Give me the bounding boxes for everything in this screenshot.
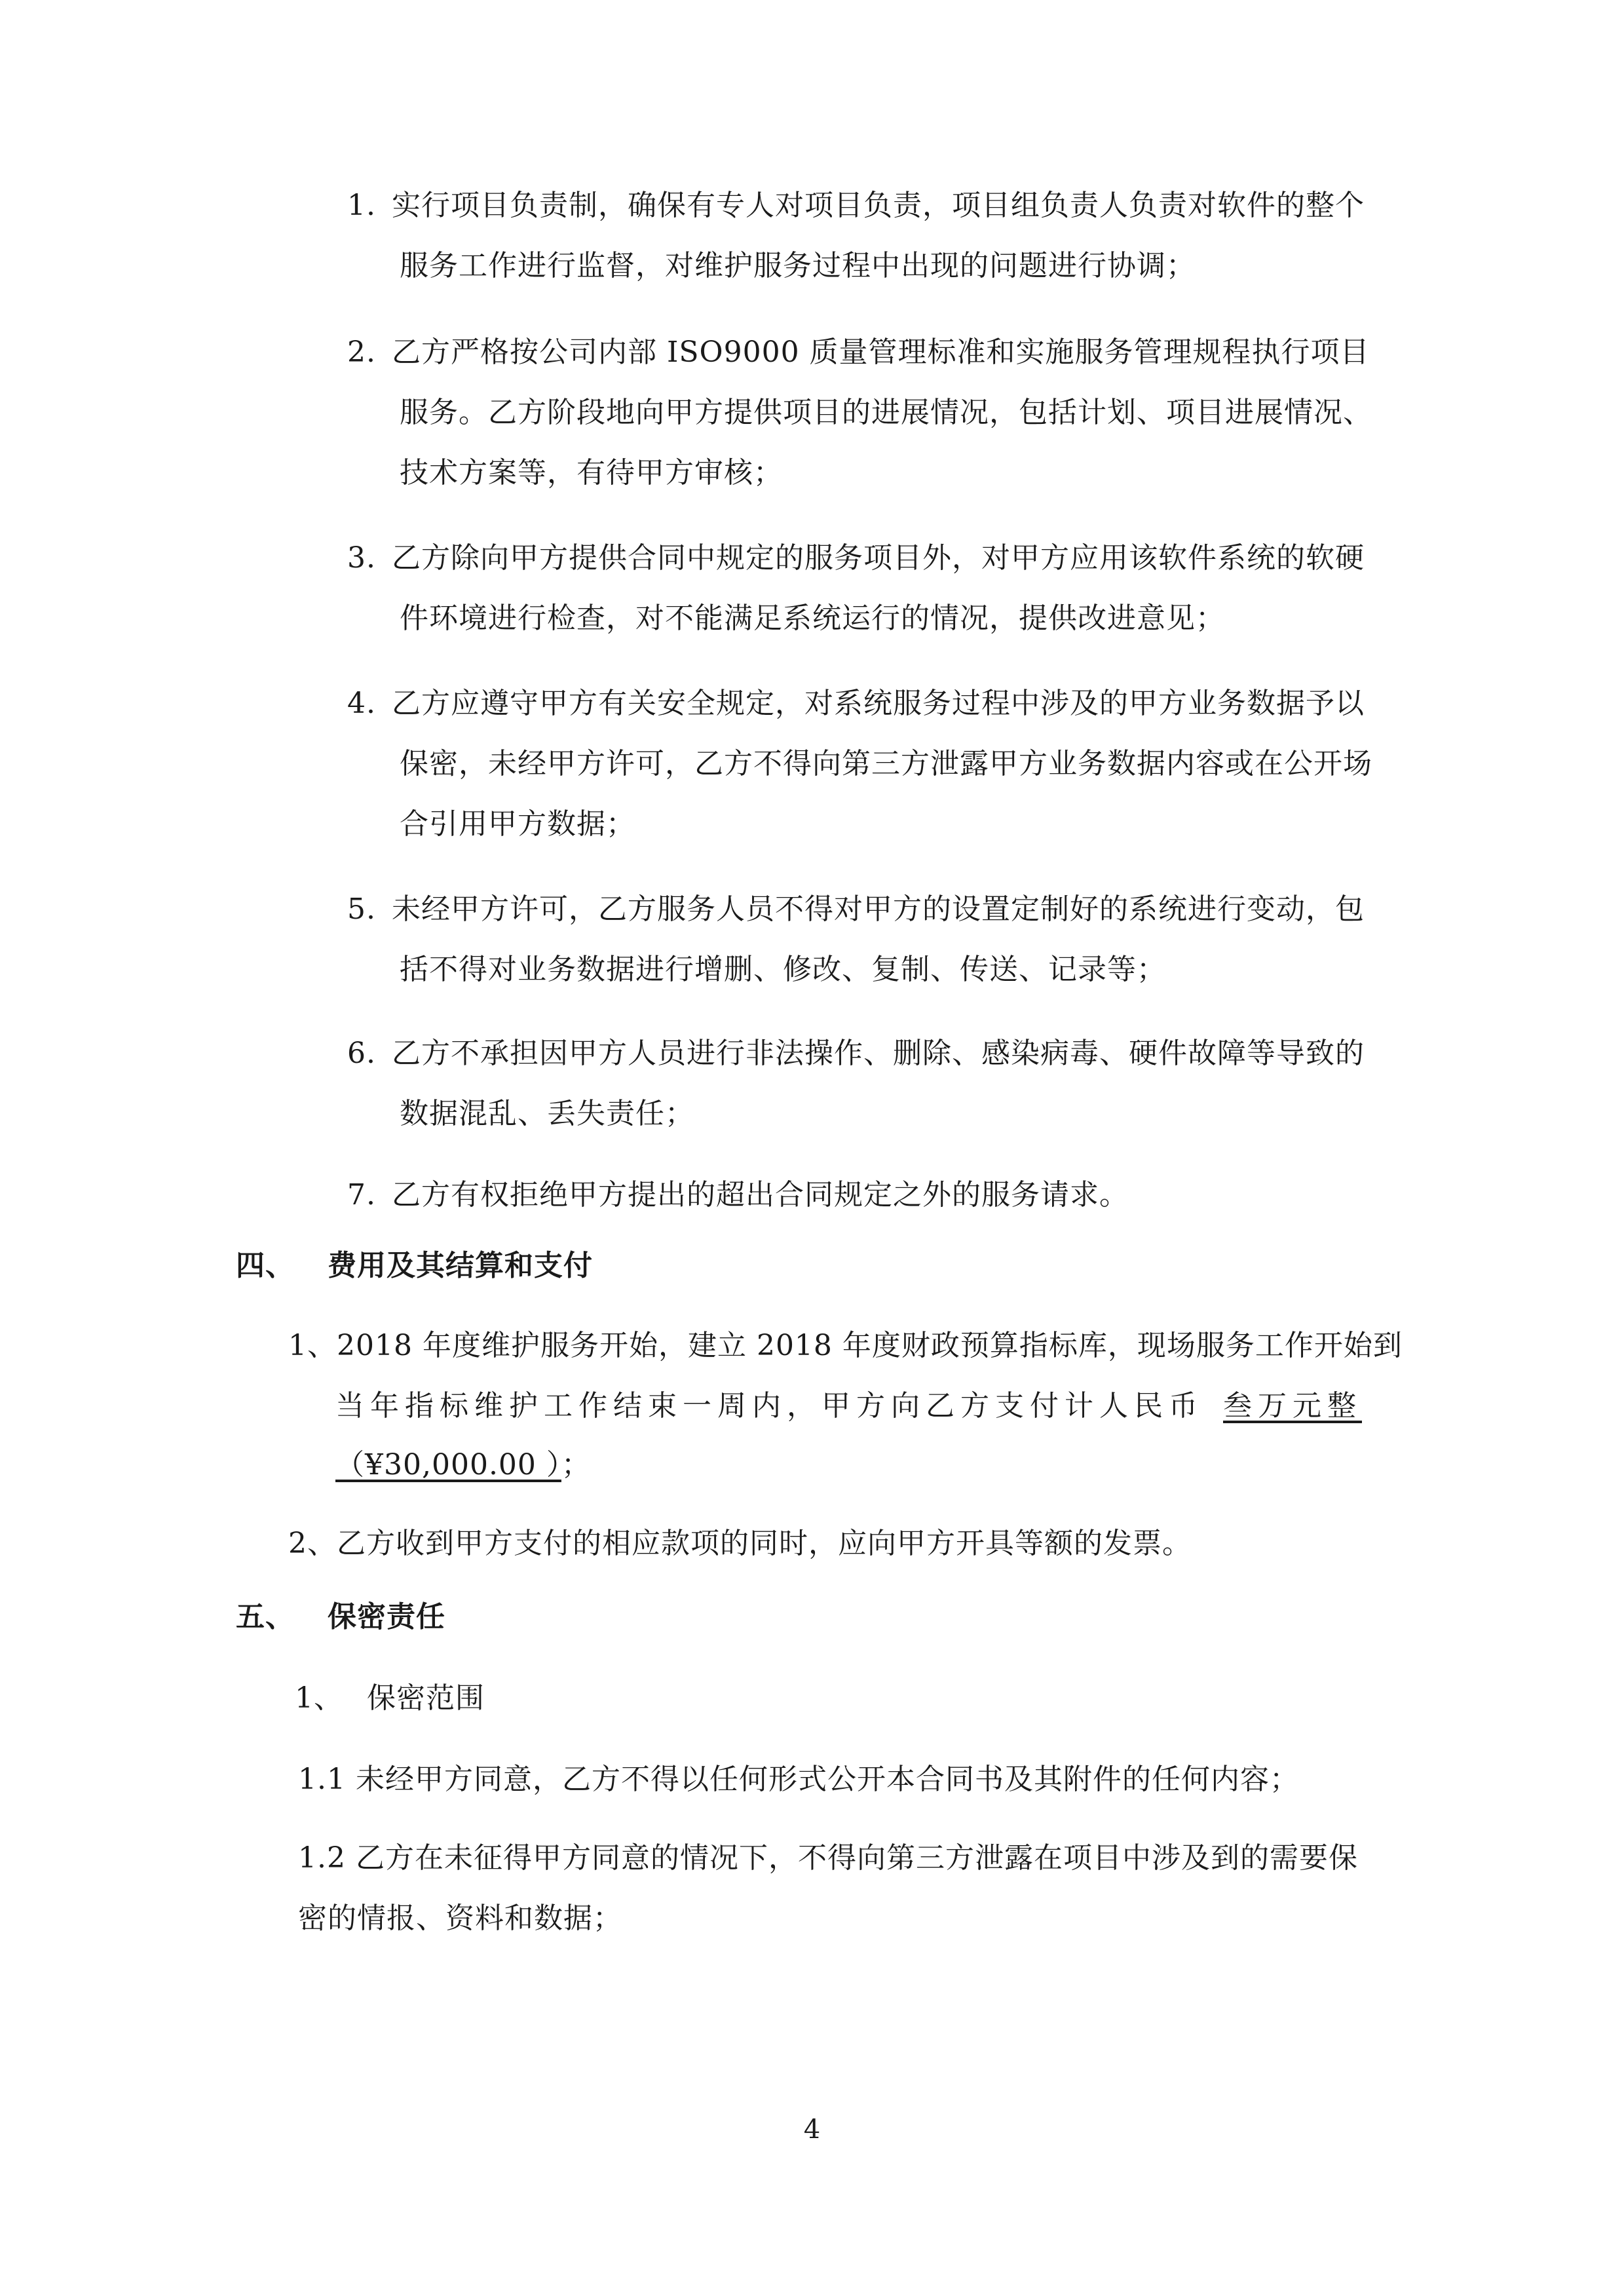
item-5-line-1	[347, 892, 1365, 927]
section-4-item-1-line-1	[288, 1329, 1403, 1363]
item-number: 4.	[347, 687, 376, 720]
item-1-line-2: 服务工作进行监督，对维护服务过程中出现的问题进行协调；	[400, 249, 1196, 282]
item-2-line-2: 服务。乙方阶段地向甲方提供项目的进展情况，包括计划、项目进展情况、	[400, 396, 1372, 429]
item-text: 乙方有权拒绝甲方提出的超出合同规定之外的服务请求。	[392, 1178, 1129, 1212]
section-number: 五、	[236, 1600, 295, 1634]
item-2-line-3: 技术方案等，有待甲方审核；	[400, 456, 783, 489]
section-5-heading	[236, 1600, 445, 1634]
item-number: 5.	[347, 892, 376, 926]
sub-title: 保密范围	[367, 1681, 485, 1715]
item-text: 实行项目负责制，确保有专人对项目负责，项目组负责人负责对软件的整个	[392, 189, 1365, 222]
item-text: 2018 年度维护服务开始，建立 2018 年度财政预算指标库，现场服务工作开始到	[337, 1329, 1403, 1362]
page-number: 4	[803, 2114, 821, 2145]
section-title: 费用及其结算和支付	[328, 1249, 593, 1282]
item-1-line-1	[347, 189, 1365, 223]
item-number: 3.	[347, 541, 376, 575]
item-text: 当年指标维护工作结束一周内，甲方向乙方支付计人民币	[335, 1389, 1203, 1423]
section-title: 保密责任	[328, 1600, 445, 1634]
item-text: 乙方除向甲方提供合同中规定的服务项目外，对甲方应用该软件系统的软硬	[392, 541, 1365, 575]
section-4-item-2	[288, 1527, 1192, 1561]
section-4-item-1-line-2	[335, 1389, 1362, 1423]
item-number: 1.	[347, 189, 376, 222]
amount-in-words: 叁万元整	[1223, 1389, 1362, 1423]
item-4-line-2: 保密，未经甲方许可，乙方不得向第三方泄露甲方业务数据内容或在公开场	[400, 747, 1372, 780]
item-number: 1、	[288, 1329, 337, 1362]
item-3-line-2: 件环境进行检查，对不能满足系统运行的情况，提供改进意见；	[400, 602, 1225, 635]
item-text: 乙方不承担因甲方人员进行非法操作、删除、感染病毒、硬件故障等导致的	[392, 1037, 1365, 1070]
item-3-line-1	[347, 541, 1365, 575]
section-5-sub-1	[295, 1681, 485, 1715]
item-2-line-1	[347, 335, 1370, 370]
item-1-1: 1.1 未经甲方同意，乙方不得以任何形式公开本合同书及其附件的任何内容；	[298, 1763, 1299, 1796]
item-text: 乙方应遵守甲方有关安全规定，对系统服务过程中涉及的甲方业务数据予以	[392, 687, 1365, 720]
section-4-heading	[236, 1249, 593, 1283]
item-number: 2、	[288, 1527, 337, 1560]
item-text: 未经甲方许可，乙方服务人员不得对甲方的设置定制好的系统进行变动，包	[392, 892, 1365, 926]
item-number: 2.	[347, 335, 376, 369]
item-1-2-line-2: 密的情报、资料和数据；	[298, 1902, 622, 1935]
item-number: 6.	[347, 1037, 376, 1070]
item-text: 乙方严格按公司内部 ISO9000 质量管理标准和实施服务管理规程执行项目	[392, 335, 1370, 369]
item-number: 7.	[347, 1178, 376, 1212]
amount-in-figures: （¥30,000.00 ）	[335, 1448, 561, 1482]
item-4-line-1	[347, 687, 1365, 721]
section-4-item-1-line-3	[335, 1448, 591, 1482]
item-4-line-3: 合引用甲方数据；	[400, 807, 635, 841]
sub-number: 1、	[295, 1681, 343, 1715]
item-6-line-1	[347, 1037, 1365, 1071]
item-text: 乙方收到甲方支付的相应款项的同时，应向甲方开具等额的发票。	[337, 1527, 1192, 1560]
item-6-line-2: 数据混乱、丢失责任；	[400, 1097, 694, 1130]
section-number: 四、	[236, 1249, 295, 1282]
item-7-line-1	[347, 1178, 1129, 1212]
item-end: ；	[561, 1448, 591, 1482]
item-1-2-line-1: 1.2 乙方在未征得甲方同意的情况下，不得向第三方泄露在项目中涉及到的需要保	[298, 1841, 1358, 1875]
item-5-line-2: 括不得对业务数据进行增删、修改、复制、传送、记录等；	[400, 953, 1166, 986]
